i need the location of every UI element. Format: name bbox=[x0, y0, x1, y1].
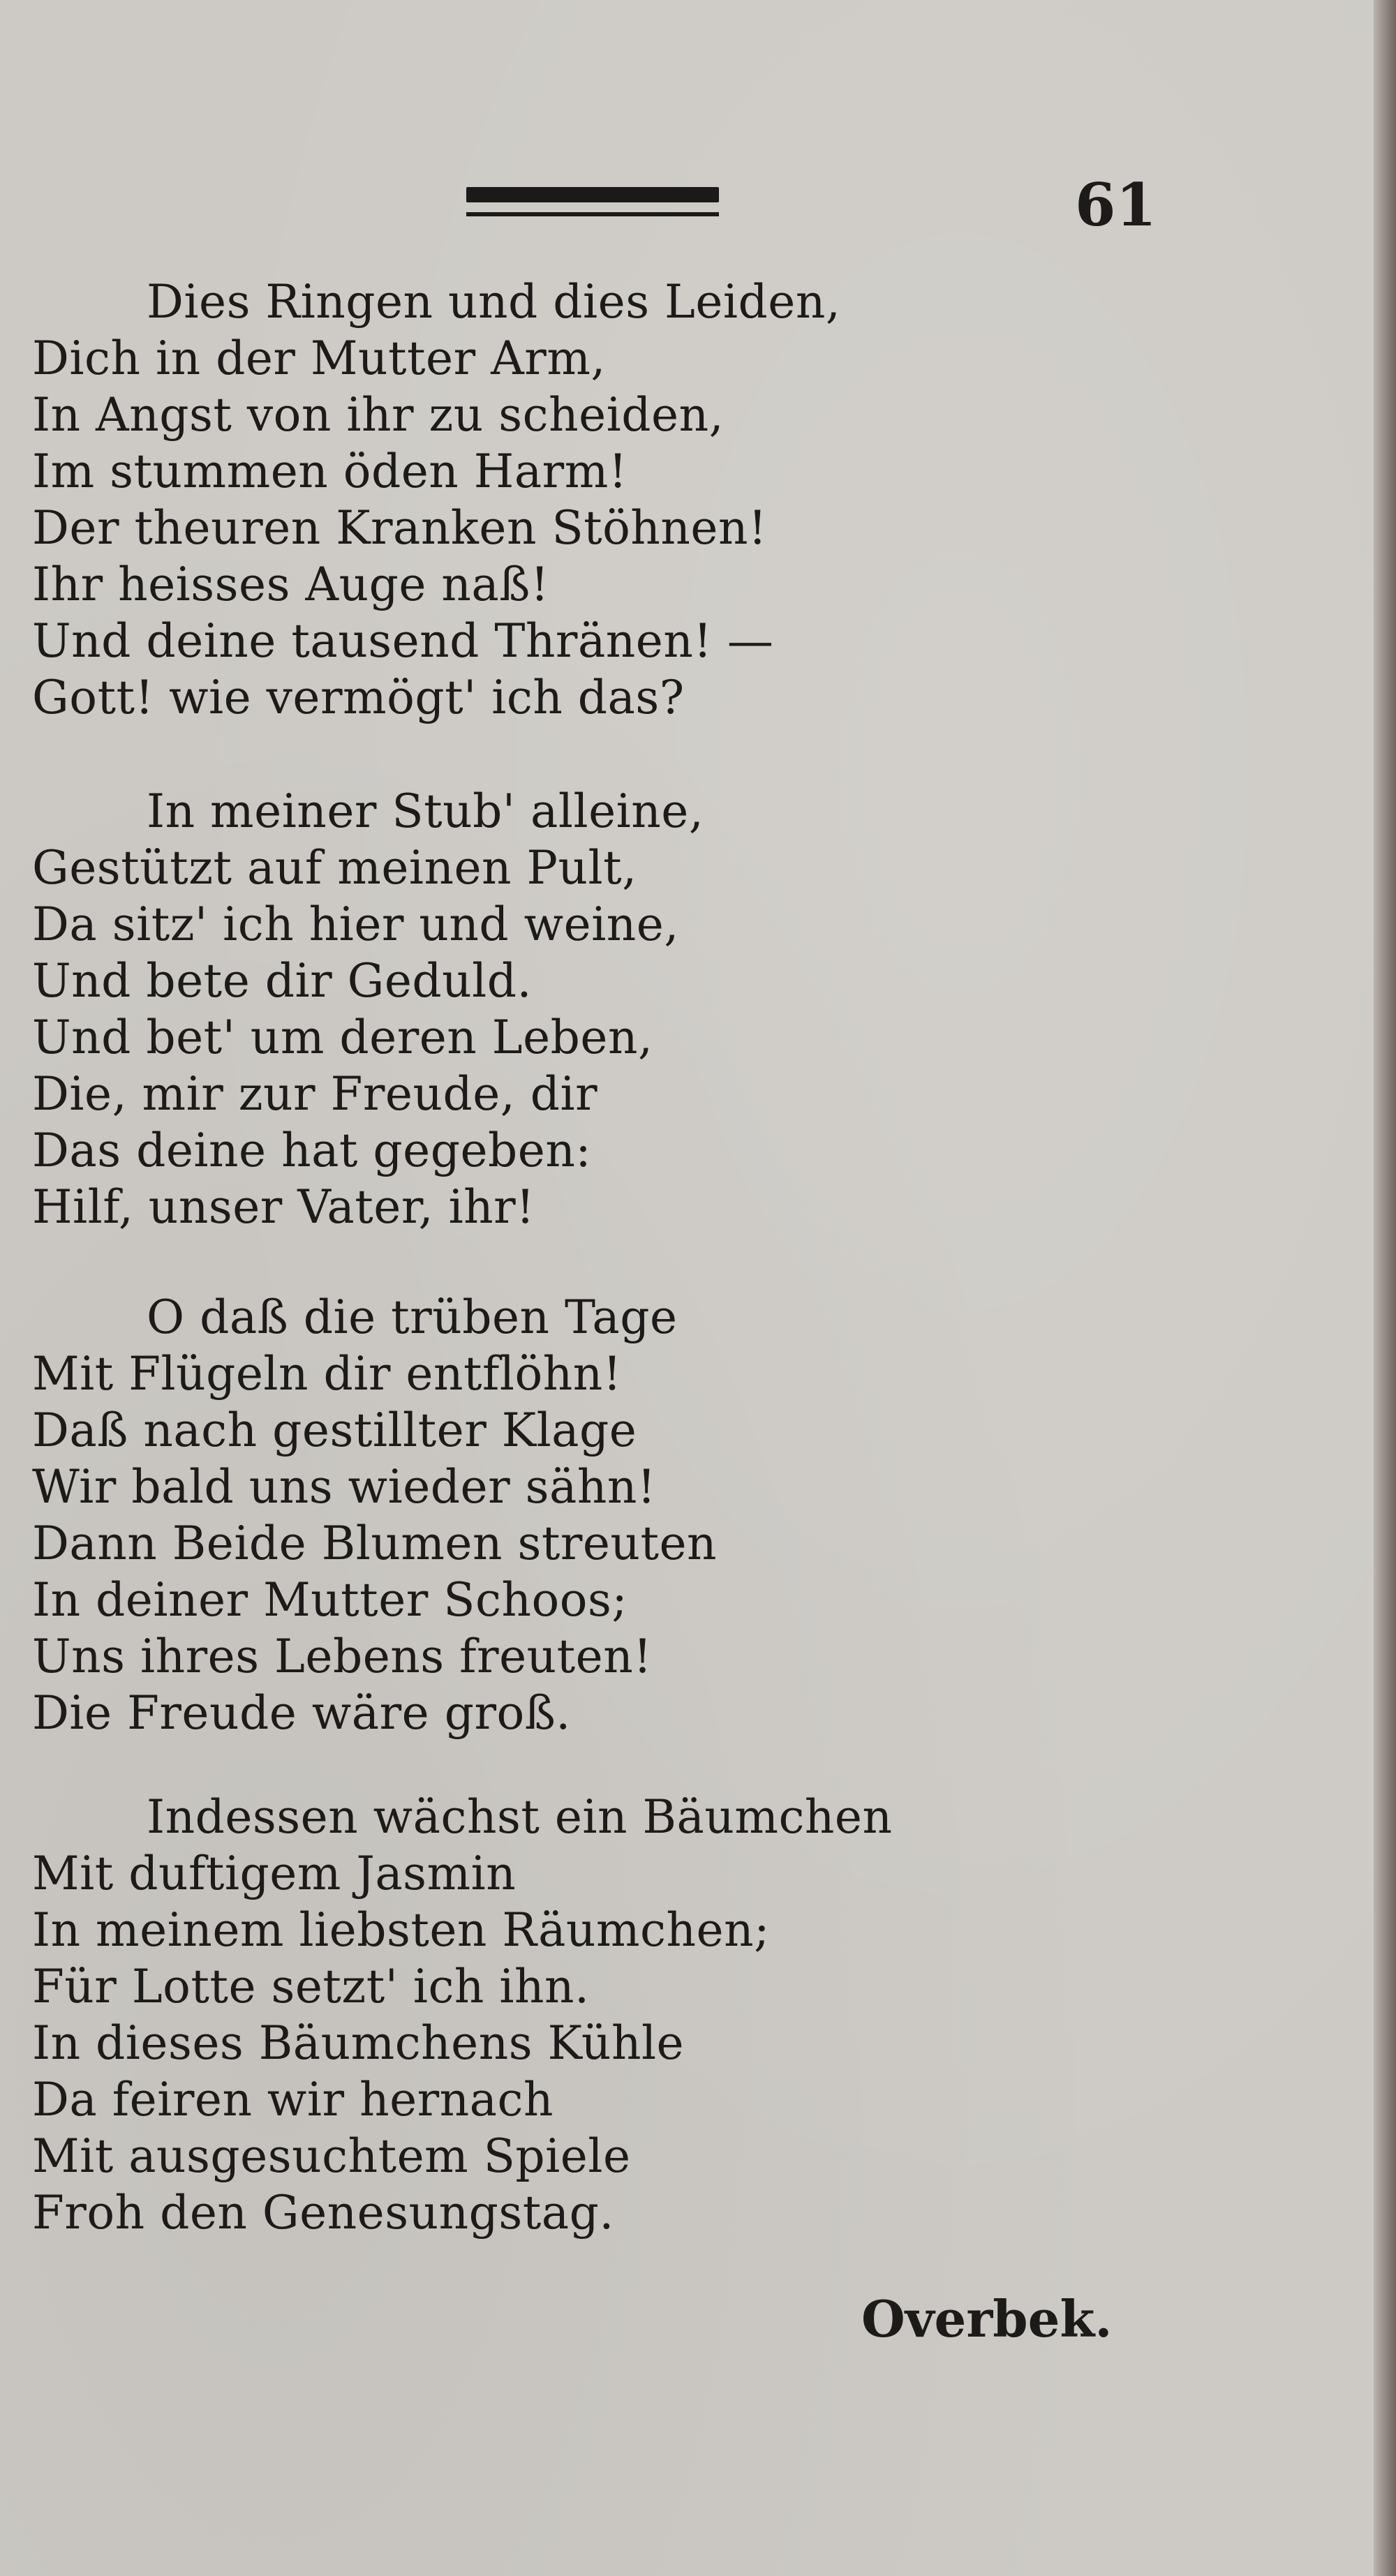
poem-line: Dann Beide Blumen streuten bbox=[32, 1517, 718, 1570]
poem-line: Für Lotte setzt' ich ihn. bbox=[32, 1960, 590, 2013]
poem-line: Dich in der Mutter Arm, bbox=[32, 332, 606, 385]
poem-line: Das deine hat gegeben: bbox=[32, 1124, 592, 1177]
poem-line: Uns ihres Lebens freuten! bbox=[32, 1630, 653, 1683]
poem-line: In meiner Stub' alleine, bbox=[147, 784, 704, 838]
poem-line: Gestützt auf meinen Pult, bbox=[32, 841, 637, 895]
header-rule-thick bbox=[466, 187, 719, 202]
poem-line: Mit Flügeln dir entflöhn! bbox=[32, 1347, 622, 1401]
poem-line: Die Freude wäre groß. bbox=[32, 1686, 571, 1740]
poem-line: Und bete dir Geduld. bbox=[32, 954, 532, 1008]
header-rule bbox=[466, 187, 719, 221]
poem-line: Mit duftigem Jasmin bbox=[32, 1847, 517, 1900]
poem-line: Froh den Genesungstag. bbox=[32, 2186, 614, 2240]
poem-line: In Angst von ihr zu scheiden, bbox=[32, 388, 725, 442]
page-number: 61 bbox=[1075, 170, 1157, 239]
poem-line: In meinem liebsten Räumchen; bbox=[32, 1903, 770, 1957]
poem-line: O daß die trüben Tage bbox=[147, 1290, 678, 1344]
poem-line: In deiner Mutter Schoos; bbox=[32, 1573, 628, 1627]
header-rule-thin bbox=[466, 212, 719, 216]
poem-line: Daß nach gestillter Klage bbox=[32, 1404, 637, 1457]
stanza-4 bbox=[32, 1789, 893, 2241]
poem-line: Der theuren Kranken Stöhnen! bbox=[32, 501, 768, 555]
stanza-1 bbox=[32, 274, 840, 726]
poem-line: Da sitz' ich hier und weine, bbox=[32, 898, 679, 951]
poem-line: Die, mir zur Freude, dir bbox=[32, 1067, 598, 1121]
poem-line: In dieses Bäumchens Kühle bbox=[32, 2016, 685, 2070]
poem-line: Im stummen öden Harm! bbox=[32, 445, 628, 498]
poem-line: Indessen wächst ein Bäumchen bbox=[147, 1790, 893, 1844]
stanza-2 bbox=[32, 783, 704, 1235]
poem-line: Ihr heisses Auge naß! bbox=[32, 558, 549, 611]
poem-line: Hilf, unser Vater, ihr! bbox=[32, 1180, 535, 1234]
poem-line: Wir bald uns wieder sähn! bbox=[32, 1460, 656, 1514]
poem-line: Und deine tausend Thränen! — bbox=[32, 614, 774, 668]
stanza-3 bbox=[32, 1289, 717, 1741]
author-signature: Overbek. bbox=[861, 2289, 1113, 2348]
page-edge bbox=[1374, 0, 1396, 2576]
poem-line: Da feiren wir hernach bbox=[32, 2073, 554, 2127]
poem-line: Dies Ringen und dies Leiden, bbox=[147, 275, 841, 329]
poem-line: Und bet' um deren Leben, bbox=[32, 1011, 653, 1064]
poem-line: Gott! wie vermögt' ich das? bbox=[32, 671, 685, 724]
poem-line: Mit ausgesuchtem Spiele bbox=[32, 2129, 631, 2183]
